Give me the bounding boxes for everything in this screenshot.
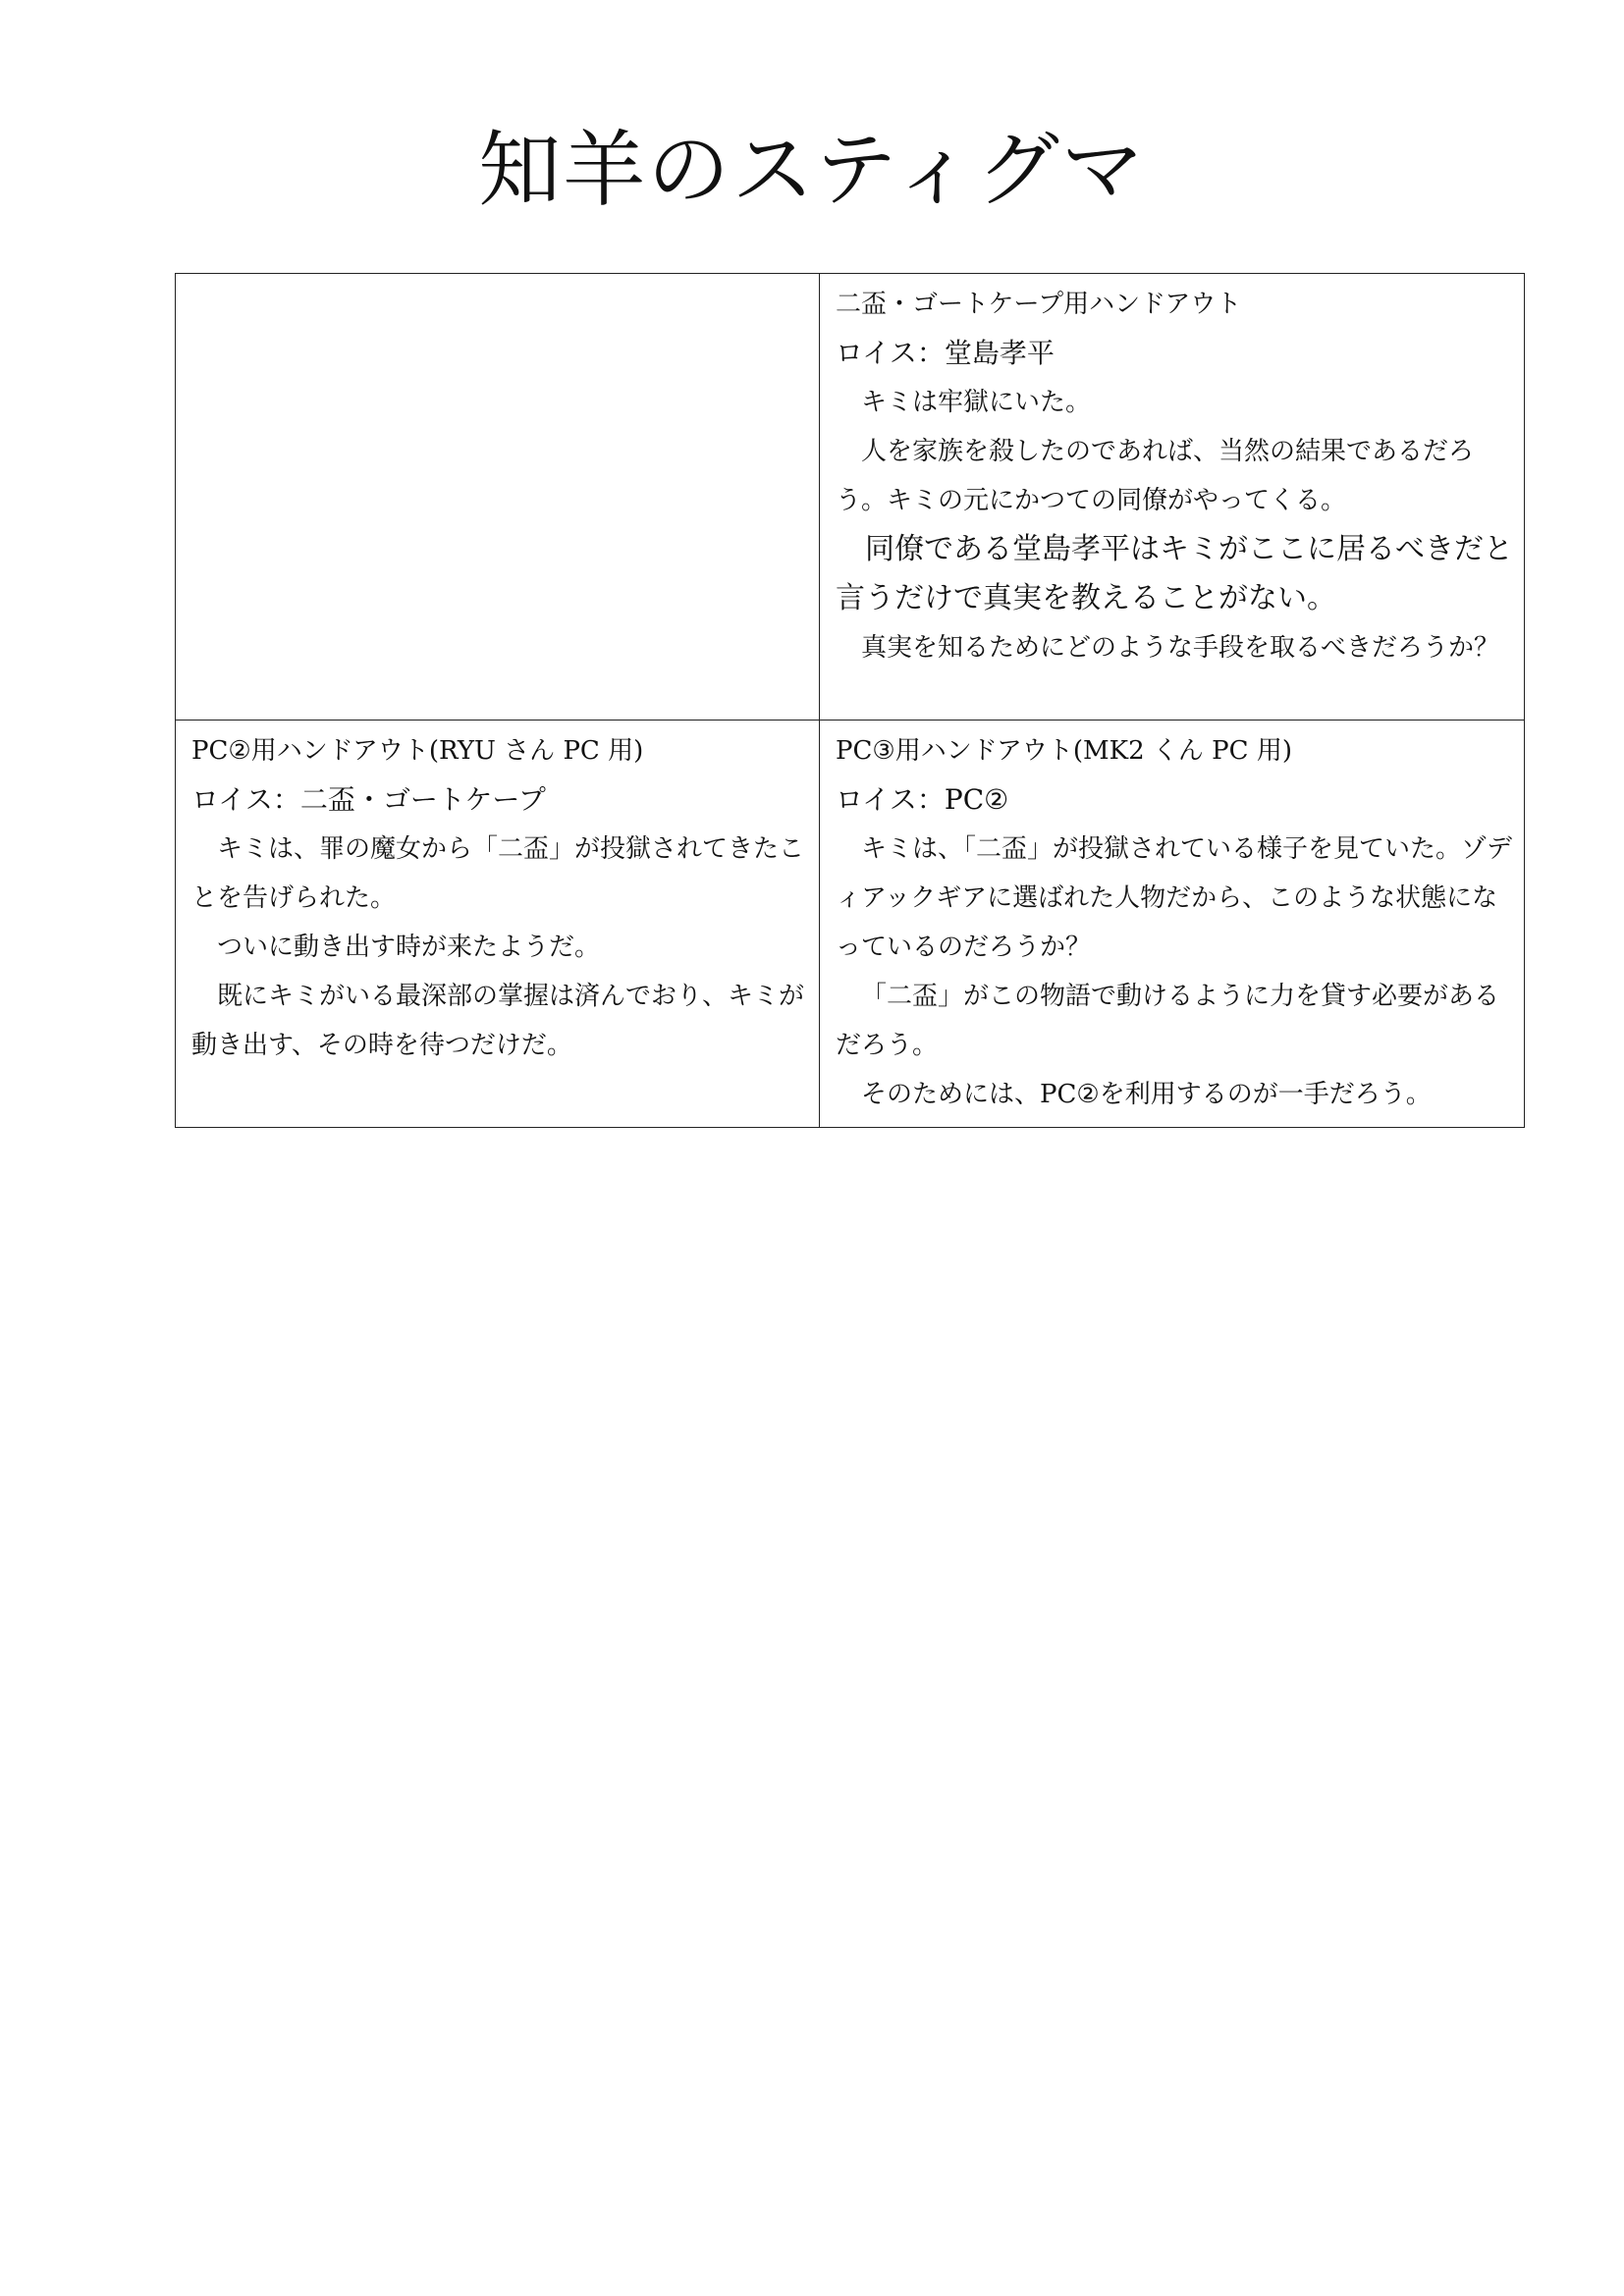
handout-paragraph: そのためには、PC②を利用するのが一手だろう。 xyxy=(861,1080,1432,1109)
handout-paragraph: キミは、罪の魔女から「二盃」が投獄されてきたことを告げられた。 xyxy=(191,834,805,913)
handout-heading: PC②用ハンドアウト(RYU さん PC 用) xyxy=(191,736,644,766)
handout-paragraph: 既にキミがいる最深部の掌握は済んでおり、キミが動き出す、その時を待つだけだ。 xyxy=(191,982,805,1060)
handout-cell-empty xyxy=(176,274,820,721)
page-title: 知羊のスティグマ xyxy=(478,122,1146,218)
handout-heading: 二盃・ゴートケープ用ハンドアウト xyxy=(836,290,1242,319)
handout-row-top xyxy=(176,274,1525,721)
handout-paragraph: 同僚である堂島孝平はキミがここに居るべきだと言うだけで真実を教えることがない。 xyxy=(836,532,1513,615)
handout-paragraph: 「二盃」がこの物語で動けるように力を貸す必要があるだろう。 xyxy=(836,982,1500,1060)
handout-cell-pc2 xyxy=(176,721,820,1128)
handout-lois: ロイス：PC② xyxy=(836,783,1009,816)
handout-paragraph: 真実を知るためにどのような手段を取るべきだろうか？ xyxy=(861,633,1500,663)
handout-table xyxy=(175,273,1525,1128)
handout-paragraph: ついに動き出す時が来たようだ。 xyxy=(217,933,601,962)
handout-cell-pc3 xyxy=(820,721,1525,1128)
handout-heading: PC③用ハンドアウト(MK2 くん PC 用) xyxy=(836,736,1292,766)
handout-paragraph: 人を家族を殺したのであれば、当然の結果であるだろう。キミの元にかつての同僚がやってくる。 xyxy=(836,437,1475,515)
handout-lois: ロイス：二盃・ゴートケープ xyxy=(191,783,546,816)
handout-cell-goatcape xyxy=(820,274,1525,721)
handout-row-bottom xyxy=(176,721,1525,1128)
handout-lois: ロイス：堂島孝平 xyxy=(836,337,1055,369)
handout-paragraph: キミは、「二盃」が投獄されている様子を見ていた。ゾディアックギアに選ばれた人物だから、このような状態になっているのだろうか？ xyxy=(836,834,1513,962)
handout-paragraph: キミは牢獄にいた。 xyxy=(861,388,1092,417)
